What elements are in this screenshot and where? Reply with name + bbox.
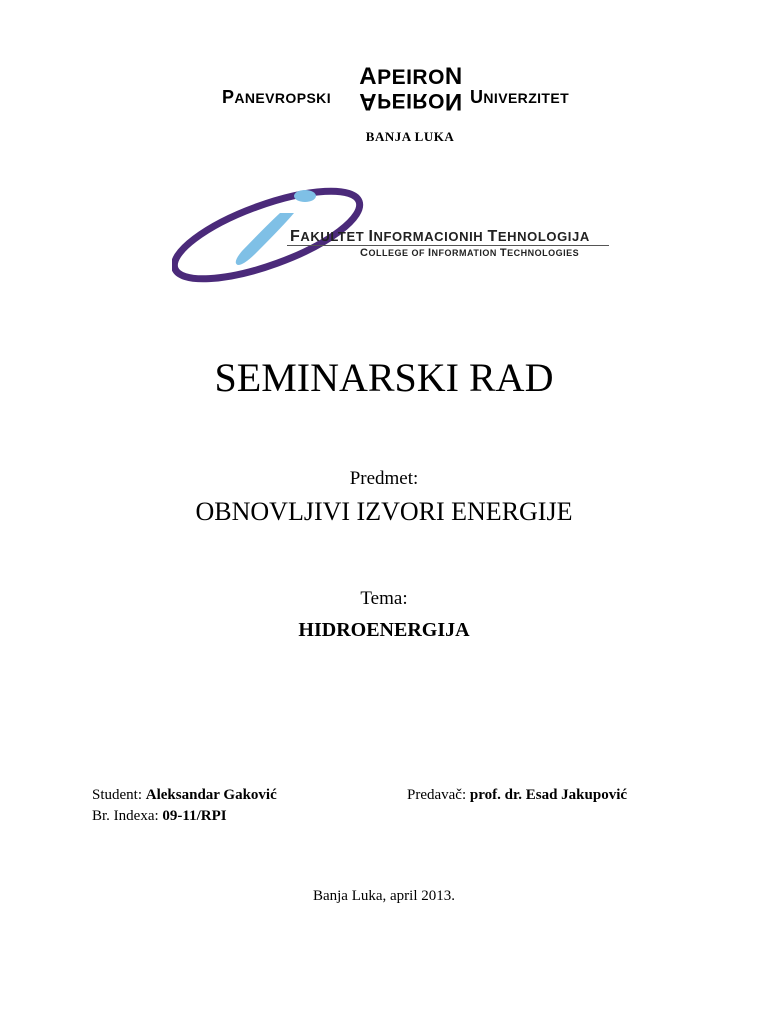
subject-label: Predmet: xyxy=(349,468,419,489)
document-title: SEMINARSKI RAD xyxy=(214,355,554,400)
faculty-name-english: COLLEGE OF INFORMATION TECHNOLOGIES xyxy=(360,247,580,259)
place-date: Banja Luka, april 2013. xyxy=(312,888,456,904)
student-line xyxy=(92,787,277,804)
lecturer-line xyxy=(407,787,627,804)
index-label: Br. Indexa: xyxy=(92,808,159,824)
university-left-word: PANEVROPSKI xyxy=(222,87,331,107)
index-value: 09-11/RPI xyxy=(162,808,227,824)
topic-value: HIDROENERGIJA xyxy=(298,619,470,641)
index-line xyxy=(92,808,227,825)
faculty-logo-dot xyxy=(294,190,316,202)
lecturer-label: Predavač: xyxy=(407,787,467,803)
topic-label: Tema: xyxy=(360,588,408,609)
subject-value: OBNOVLJIVI IZVORI ENERGIJE xyxy=(195,497,573,526)
student-label: Student: xyxy=(92,787,143,803)
apeiron-wordmark: APEIRON APEIRON xyxy=(359,63,463,115)
faculty-divider xyxy=(287,245,609,246)
university-city: BANJA LUKA xyxy=(365,129,455,144)
university-right-word: UNIVERZITET xyxy=(470,87,570,107)
student-name: Aleksandar Gaković xyxy=(145,787,277,803)
lecturer-name: prof. dr. Esad Jakupović xyxy=(469,787,628,803)
faculty-name: FAKULTET INFORMACIONIH TEHNOLOGIJA xyxy=(290,228,590,245)
